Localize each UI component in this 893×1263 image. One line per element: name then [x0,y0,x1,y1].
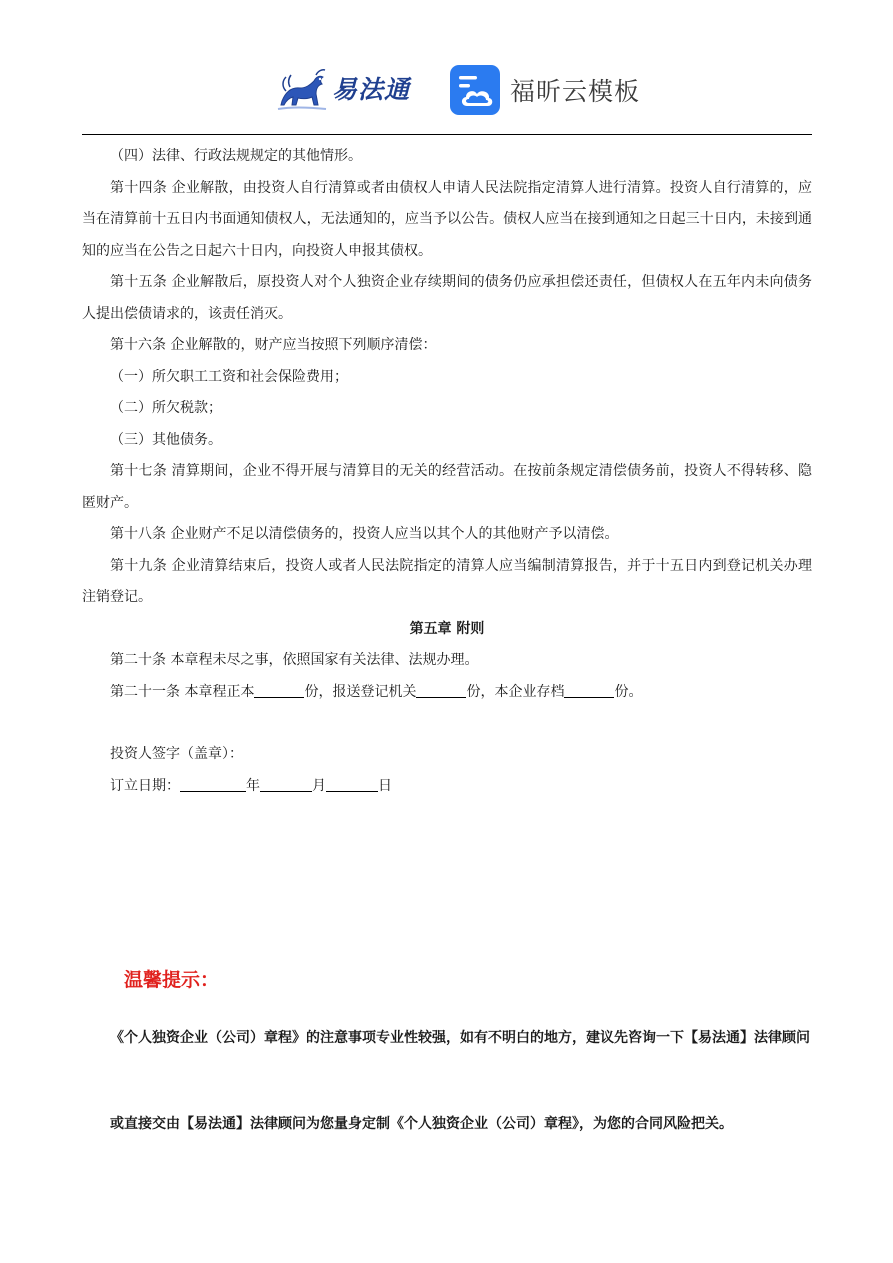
day-label: 日 [378,777,392,794]
article-21-part-c: 份，本企业存档 [466,683,565,700]
article-21-part-b: 份，报送登记机关 [304,683,417,700]
signing-date [82,771,812,803]
copies-registry-blank[interactable] [416,683,466,698]
order-item-2: （二）所欠税款； [110,400,222,416]
article-20: 第二十条 本章程未尽之事，依照国家有关法律、法规办理。 [110,652,479,668]
article-16: 第十六条 企业解散的，财产应当按照下列顺序清偿： [110,337,437,353]
article-21-part-a: 第二十一条 本章程正本 [110,683,255,700]
clause-item-4: （四）法律、行政法规规定的其他情形。 [110,148,362,164]
month-blank[interactable] [260,777,312,792]
year-blank[interactable] [180,777,246,792]
foxit-template-logo [450,64,640,116]
header-divider [82,134,812,135]
foxit-cloud-icon [450,65,500,115]
article-14: 第十四条 企业解散，由投资人自行清算或者由债权人申请人民法院指定清算人进行清算。投资人自行清算的，应当在清算前十五日内书面通知债权人，无法通知的，应当予以公告。债权人应当在接到通知之日起三十日内，未接到通知的应当在公告之日起六十日内，向投资人申报其债权。 [82,179,812,259]
document-body [82,141,812,802]
brand1-name: 易法通 [332,75,411,104]
tips-title: 温馨提示： [124,969,220,991]
copies-archive-blank[interactable] [564,683,614,698]
year-label: 年 [246,777,260,794]
day-blank[interactable] [326,777,378,792]
article-21 [82,677,812,709]
chapter-heading: 第五章 附则 [409,620,485,637]
article-17: 第十七条 清算期间，企业不得开展与清算目的无关的经营活动。在按前条规定清偿债务前，投资人不得转移、隐匿财产。 [82,463,812,511]
copies-original-blank[interactable] [254,683,304,698]
month-label: 月 [312,777,326,794]
article-21-part-d: 份。 [614,683,643,700]
date-label: 订立日期： [110,777,180,794]
article-15: 第十五条 企业解散后，原投资人对个人独资企业存续期间的债务仍应承担偿还责任，但债权人在五年内未向债务人提出偿债请求的，该责任消灭。 [82,274,812,322]
spacer [82,708,812,739]
tips-line-1: 《个人独资企业（公司）章程》的注意事项专业性较强，如有不明白的地方，建议先咨询一下【易法通】法律顾问 [110,1030,810,1046]
investor-signature: 投资人签字（盖章）： [110,746,243,762]
brand2-name: 福昕云模板 [510,77,641,106]
order-item-1: （一）所欠职工工资和社会保险费用； [110,368,348,385]
tips-line-2: 或直接交由【易法通】法律顾问为您量身定制《个人独资企业（公司）章程》，为您的合同风险把关。 [110,1116,733,1132]
order-item-3: （三）其他债务。 [110,431,222,448]
article-19: 第十九条 企业清算结束后，投资人或者人民法院指定的清算人应当编制清算报告，并于十五日内到登记机关办理注销登记。 [82,557,812,605]
page-header [0,0,893,135]
article-18: 第十八条 企业财产不足以清偿债务的，投资人应当以其个人的其他财产予以清偿。 [110,526,619,542]
yifatong-logo [276,60,410,116]
qilin-icon [276,61,330,115]
